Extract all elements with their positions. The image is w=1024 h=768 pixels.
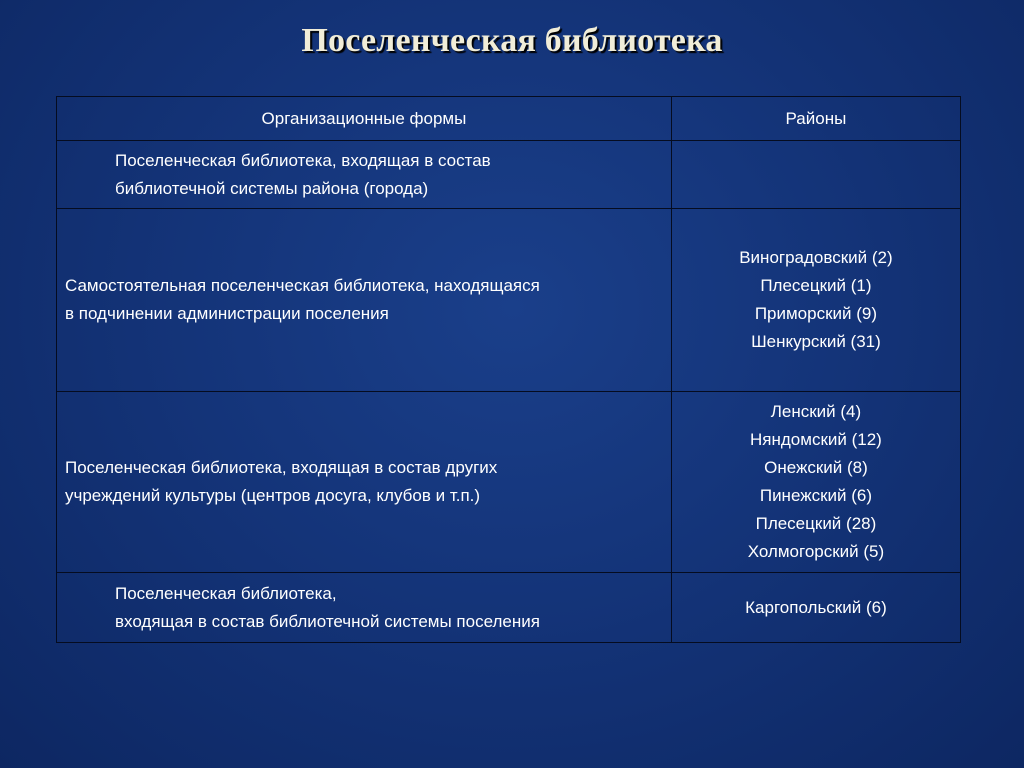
- districts-cell: [671, 141, 960, 209]
- district-item: Плесецкий (1): [760, 276, 872, 295]
- form-line: библиотечной системы района (города): [115, 178, 429, 198]
- form-line: Поселенческая библиотека, входящая в состав: [115, 150, 491, 170]
- district-item: Холмогорский (5): [747, 542, 885, 561]
- districts-cell: [671, 392, 960, 573]
- district-item: Плесецкий (28): [755, 514, 877, 533]
- form-line: входящая в состав библиотечной системы поселения: [115, 611, 540, 631]
- form-cell: [57, 573, 672, 643]
- form-line: Поселенческая библиотека,: [115, 583, 337, 603]
- district-item: Шенкурский (31): [751, 332, 881, 351]
- form-line: Поселенческая библиотека, входящая в состав других: [65, 458, 498, 477]
- header-districts: Районы: [671, 97, 960, 141]
- district-item: Пинежский (6): [759, 486, 873, 505]
- districts-cell: [671, 573, 960, 643]
- district-item: Ленский (4): [770, 402, 862, 421]
- table-row: [57, 392, 961, 573]
- form-line: учреждений культуры (центров досуга, клубов и т.п.): [65, 486, 481, 505]
- form-cell: [57, 209, 672, 392]
- library-forms-table: [56, 96, 961, 643]
- district-item: Виноградовский (2): [739, 248, 893, 267]
- form-line: в подчинении администрации поселения: [65, 304, 389, 323]
- form-cell: [57, 392, 672, 573]
- page-title: Поселенческая библиотека: [301, 22, 723, 59]
- table-row: [57, 141, 961, 209]
- form-cell: [57, 141, 672, 209]
- district-item: Каргопольский (6): [745, 597, 887, 617]
- district-item: Няндомский (12): [750, 430, 882, 449]
- header-forms: Организационные формы: [57, 97, 672, 141]
- districts-cell: [671, 209, 960, 392]
- table-row: [57, 573, 961, 643]
- district-item: Онежский (8): [764, 458, 868, 477]
- district-item: Приморский (9): [754, 304, 878, 323]
- table-row: [57, 209, 961, 392]
- form-line: Самостоятельная поселенческая библиотека, находящаяся: [65, 276, 540, 295]
- table-header-row: [57, 97, 961, 141]
